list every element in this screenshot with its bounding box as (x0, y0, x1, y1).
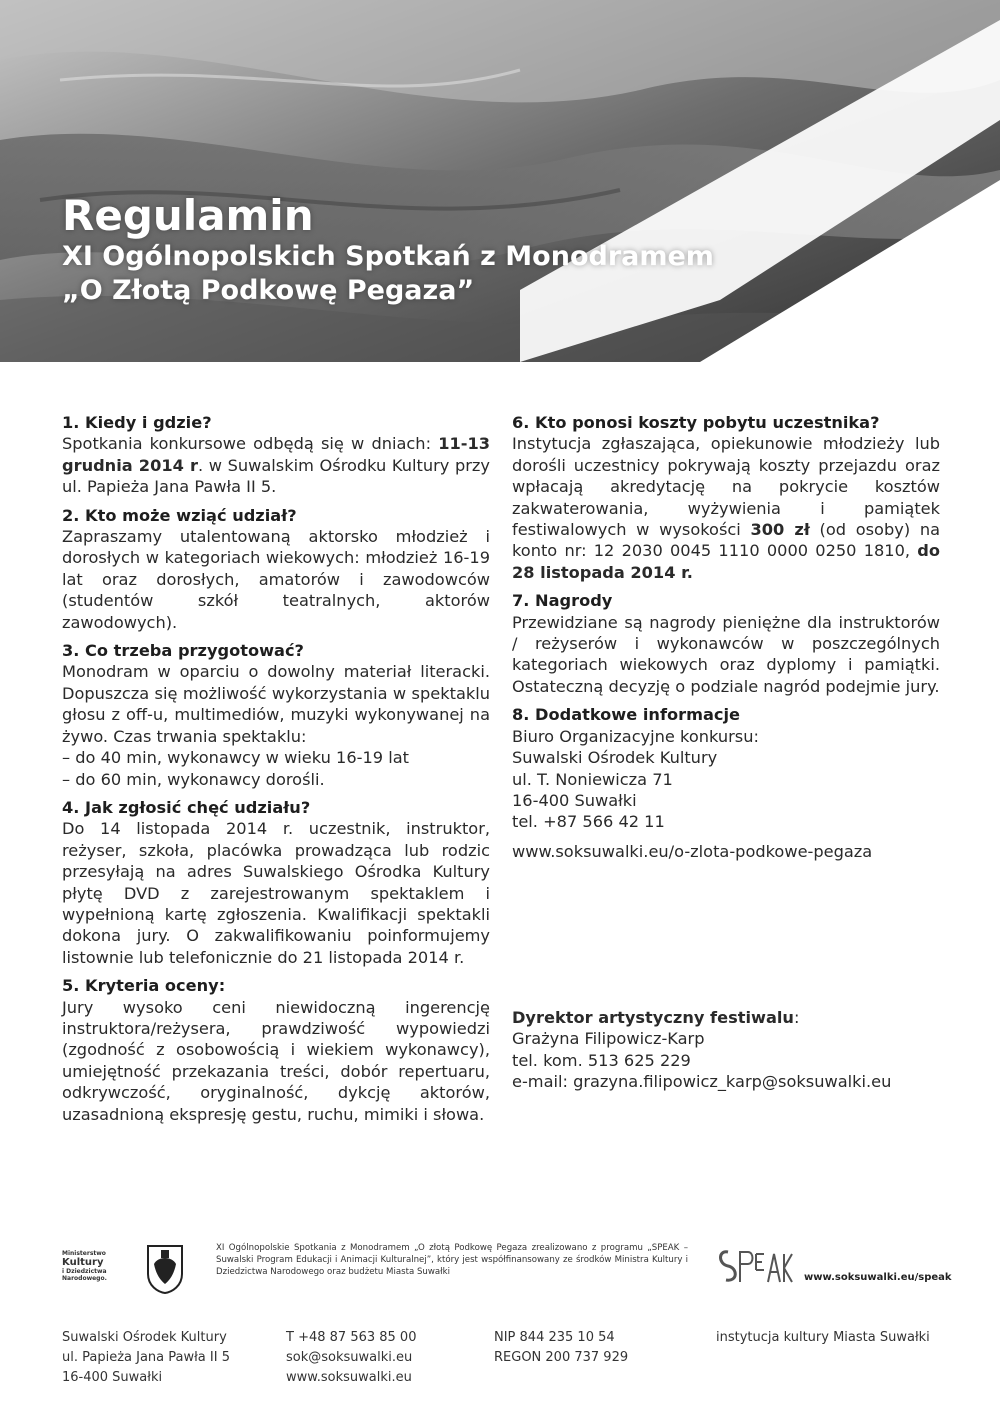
director-name: Grażyna Filipowicz-Karp (512, 1029, 705, 1049)
ministry-logo (62, 1250, 126, 1292)
info-url-link[interactable]: www.soksuwalki.eu/o-zlota-podkowe-pegaza (512, 841, 873, 861)
speak-url-link[interactable]: www.soksuwalki.eu/speak (804, 1272, 952, 1283)
list-item: – do 60 min, wykonawcy dorośli. (62, 769, 325, 789)
section-who (62, 505, 490, 633)
body-text: Spotkania konkursowe odbędą się w dniach: (62, 434, 439, 454)
section-body (62, 433, 490, 497)
city-coat-of-arms-icon (146, 1244, 184, 1294)
ministry-logo-line: Ministerstwo (62, 1250, 106, 1257)
info-line: 16-400 Suwałki (512, 790, 637, 810)
footer-contact (286, 1328, 416, 1388)
section-body (512, 433, 940, 583)
left-column (62, 412, 490, 1132)
title-block (62, 192, 714, 308)
section-heading: 2. Kto może wziąć udział? (62, 505, 297, 525)
body-text: . w Suwalskim Ośrodku Kultury przy ul. Papieża Jana Pawła II 5. (62, 455, 490, 497)
footer-ids (494, 1328, 628, 1368)
info-line: Biuro Organizacyjne konkursu: (512, 726, 759, 746)
body-text: (od osoby) na konto nr: 12 2030 0045 1110 0000 0250 1810, (512, 520, 940, 561)
header-image (0, 0, 1000, 362)
org-email-link[interactable]: sok@soksuwalki.eu (286, 1350, 413, 1365)
info-phone: tel. +87 566 42 11 (512, 812, 665, 832)
section-heading: 8. Dodatkowe informacje (512, 705, 741, 725)
footer-logos (62, 1242, 952, 1302)
section-additional-info (512, 704, 940, 862)
section-heading: 5. Kryteria oceny: (62, 976, 226, 996)
org-regon: REGON 200 737 929 (494, 1350, 629, 1365)
right-column (512, 412, 940, 869)
page-title: Regulamin (62, 191, 314, 240)
section-criteria (62, 975, 490, 1125)
page-subtitle-2: „O Złotą Podkowę Pegaza” (62, 275, 475, 306)
director-heading: Dyrektor artystyczny festiwalu (512, 1008, 794, 1027)
ministry-logo-line: Narodowego. (62, 1275, 107, 1282)
speak-logo-icon (714, 1242, 794, 1292)
funding-note: XI Ogólnopolskie Spotkania z Monodramem „O złotą Podkowę Pegaza zrealizowano z programu „SPEAK – Suwalski Program Edukacji i Animacji Kulturalnej”, który jest współfinansowany ze środków Ministra Kultury i Dziedzictwa Narodowego oraz budżetu Miasta Suwałki (216, 1243, 688, 1277)
info-line: ul. T. Noniewicza 71 (512, 769, 673, 789)
ministry-logo-line: i Dziedzictwa (62, 1268, 107, 1275)
section-body: Przewidziane są nagrody pieniężne dla instruktorów / reżyserów i wykonawców w poszczególnych kategoriach wiekowych oraz dyplomy i pamiątki. Ostateczną decyzję o podziale nagród podejmie jury. (512, 612, 940, 696)
speak-logo (714, 1242, 794, 1292)
org-street: ul. Papieża Jana Pawła II 5 (62, 1350, 230, 1365)
org-nip: NIP 844 235 10 54 (494, 1330, 615, 1345)
section-body: Monodram w oparciu o dowolny materiał literacki. Dopuszcza się możliwość wykorzystania w spektaklu głosu z off-u, multimediów, muzyki wykonywanej na żywo. Czas trwania spektaklu: (62, 662, 490, 746)
section-preparation (62, 640, 490, 790)
footer-address (62, 1328, 230, 1388)
section-heading: 1. Kiedy i gdzie? (62, 413, 212, 432)
list-item: – do 40 min, wykonawcy w wieku 16-19 lat (62, 748, 409, 768)
fee-amount: 300 zł (750, 520, 810, 540)
section-heading: 7. Nagrody (512, 591, 613, 611)
date-highlight: 11-13 grudnia 2014 r (62, 434, 490, 475)
org-city: 16-400 Suwałki (62, 1370, 163, 1385)
section-application (62, 797, 490, 968)
ministry-logo-line: Kultury (62, 1257, 104, 1268)
section-heading: 4. Jak zgłosić chęć udziału? (62, 797, 311, 817)
director-phone: tel. kom. 513 625 229 (512, 1050, 691, 1070)
org-phone: T +48 87 563 85 00 (286, 1330, 417, 1345)
section-body: Zapraszamy utalentowaną aktorsko młodzież i dorosłych w kategoriach wiekowych: młodzież 16-19 lat oraz dorosłych, amatorów i zawodowców (studentów szkół teatralnych, aktorów zawodowych). (62, 527, 490, 632)
org-name: Suwalski Ośrodek Kultury (62, 1330, 227, 1345)
section-when-where (62, 412, 490, 498)
payment-deadline: do 28 listopada 2014 r. (512, 541, 940, 582)
institution-note: instytucja kultury Miasta Suwałki (716, 1330, 930, 1345)
section-heading: 3. Co trzeba przygotować? (62, 641, 304, 661)
body-text: Instytucja zgłaszająca, opiekunowie młodzieży lub dorośli uczestnicy pokrywają koszty przejazdu oraz wpłacają akredytację na pokrycie kosztów zakwaterowania, wyżywienia i pamiątek festiwalowych w wysokości (512, 434, 940, 540)
section-costs (512, 412, 940, 583)
section-body: Jury wysoko ceni niewidoczną ingerencję instruktora/reżysera, prawdziwość wypowiedzi (zgodność z osobowością i wiekiem wykonawcy), umiejętność przekazania treści, dobór repertuaru, odkrywczość, oryginalność, dykcję aktorów, uzasadnioną ekspresję gestu, ruchu, mimiki i słowa. (62, 997, 490, 1124)
section-heading: 6. Kto ponosi koszty pobytu uczestnika? (512, 413, 880, 432)
director-email[interactable]: e-mail: grazyna.filipowicz_karp@soksuwalki.eu (512, 1072, 892, 1092)
info-line: Suwalski Ośrodek Kultury (512, 748, 718, 768)
director-contact (512, 1007, 952, 1093)
org-website-link[interactable]: www.soksuwalki.eu (286, 1370, 412, 1385)
director-colon: : (793, 1008, 800, 1027)
page-subtitle-1: XI Ogólnopolskich Spotkań z Monodramem (62, 241, 714, 272)
section-prizes (512, 590, 940, 697)
section-body: Do 14 listopada 2014 r. uczestnik, instruktor, reżyser, szkoła, placówka prowadząca lub rodzic przesyłają na adres Suwalskiego Ośrodka Kultury płytę DVD z zarejestrowanym spektaklem i wypełnioną kartę zgłoszenia. Kwalifikacji spektakli dokona jury. O zakwalifikowaniu poinformujemy listownie lub telefonicznie do 21 listopada 2014 r. (62, 819, 490, 967)
footer-institution (716, 1328, 930, 1348)
